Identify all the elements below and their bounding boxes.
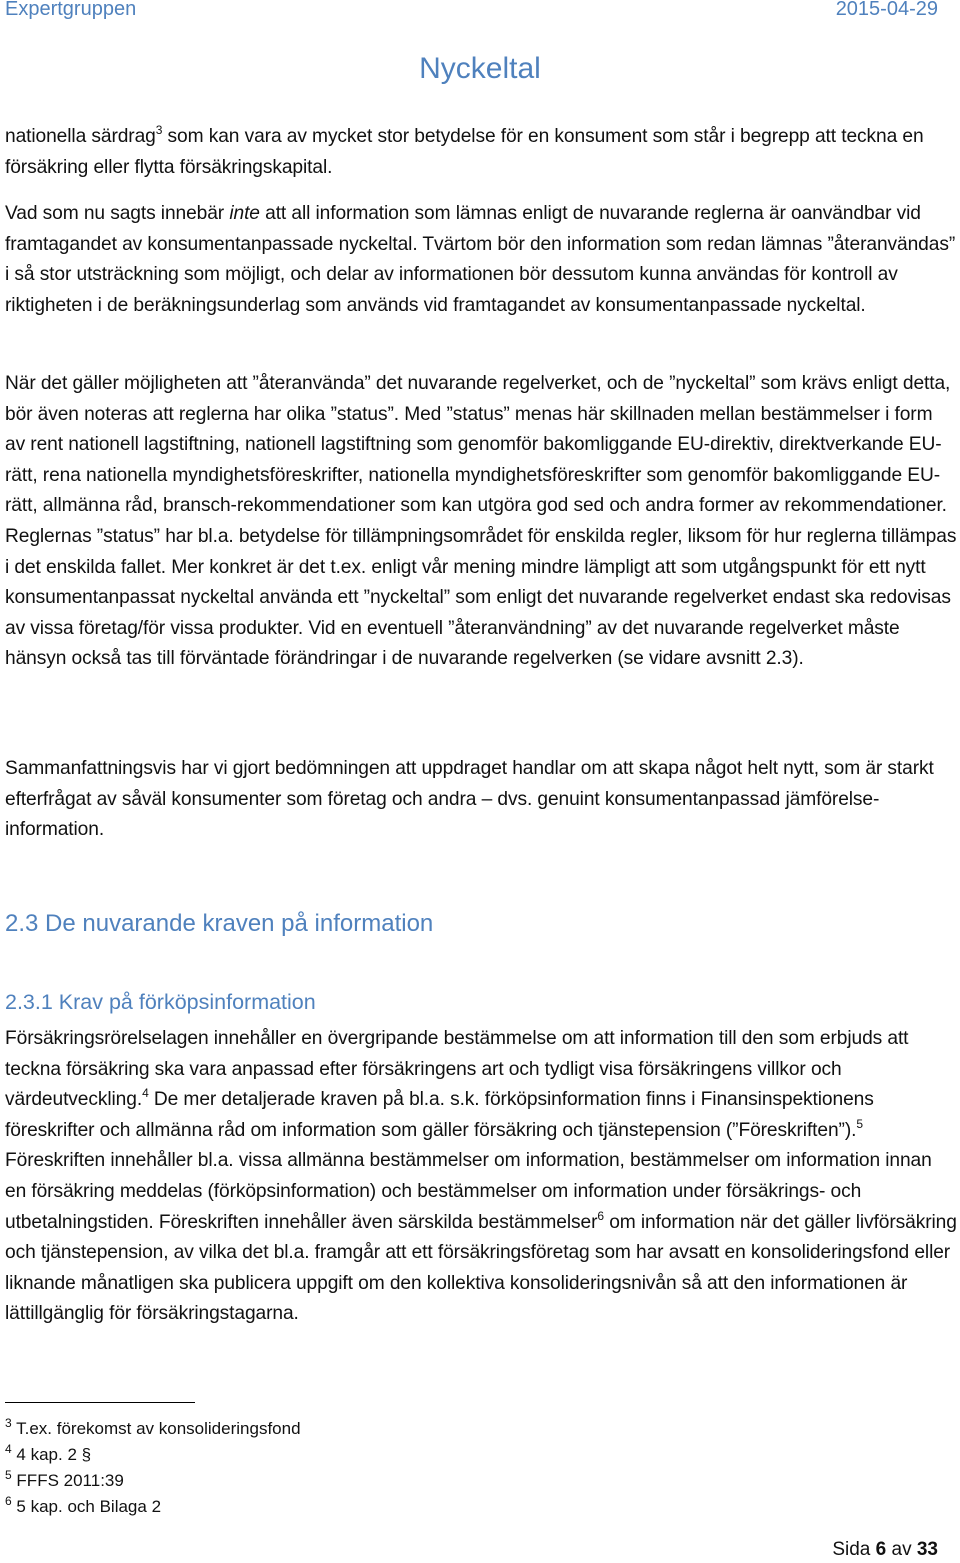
header-date: 2015-04-29 bbox=[835, 0, 938, 20]
paragraph-text: De mer detaljerade kraven på bl.a. s.k. förköpsinformation finns i Finansinspektionens föreskrifter och allmänna råd om information som gäller försäkring och tjänstepension (”Föreskriften”). bbox=[5, 1089, 874, 1141]
total-pages: 33 bbox=[916, 1539, 938, 1560]
paragraph-5 bbox=[5, 1024, 957, 1330]
footnote-ref-6[interactable]: 6 bbox=[597, 1208, 604, 1223]
footnote-number: 4 bbox=[5, 1442, 12, 1456]
footnote-divider bbox=[5, 1402, 195, 1403]
footnotes bbox=[5, 1416, 301, 1520]
footnote-item bbox=[5, 1494, 301, 1520]
paragraph-text: nationella särdrag bbox=[5, 126, 156, 147]
footnote-ref-5[interactable]: 5 bbox=[856, 1116, 863, 1131]
footnote-ref-4[interactable]: 4 bbox=[142, 1086, 149, 1101]
section-heading: 2.3 De nuvarande kraven på information bbox=[5, 910, 434, 937]
paragraph-1 bbox=[5, 122, 957, 183]
footnote-text: 4 kap. 2 § bbox=[16, 1445, 92, 1464]
paragraph-text: Vad som nu sagts innebär bbox=[5, 203, 230, 224]
footnote-number: 3 bbox=[5, 1416, 12, 1430]
footnote-item bbox=[5, 1468, 301, 1494]
paragraph-2 bbox=[5, 199, 957, 321]
paragraph-text: Försäkringsrörelselagen innehåller en övergripande bestämmelse om att information till den som erbjuds att teckna försäkring ska vara anpassad efter försäkringens art och tydligt visa försäkringens villkor och värdeutveckling. bbox=[5, 1028, 909, 1111]
paragraph-3: När det gäller möjligheten att ”återanvända” det nuvarande regelverket, och de ”nyckeltal” som krävs enligt detta, bör även noteras att reglerna har olika ”status”. Med ”status” menas här skillnaden mellan bestämmelser i form av rent nationell lagstiftning, nationell lagstiftning som genomför bakomliggande EU-direktiv, direktverkande EU-rätt, rena nationella myndighetsföreskrifter, nationella myndighetsföreskrifter som genomför bakomliggande EU-rätt, allmänna råd, bransch-rekommendationer som kan utgöra god sed och andra former av rekommendationer. Reglernas ”status” har bl.a. betydelse för tillämpningsområdet för enskilda regler, liksom för hur reglerna tillämpas i det enskilda fallet. Mer konkret är det t.ex. enligt vår mening mindre lämpligt att som utgångspunkt för ett nytt konsumentanpassat nyckeltal använda ett ”nyckeltal” som enligt det nuvarande regelverket endast ska redovisas av vissa företag/för vissa produkter. Vid en eventuell ”återanvändning” av det nuvarande regelverket måste hänsyn också tas till förväntade förändringar i de nuvarande regelverken (se vidare avsnitt 2.3). bbox=[5, 373, 957, 670]
current-page: 6 bbox=[875, 1539, 887, 1560]
emphasis-text: inte bbox=[229, 203, 260, 224]
footnote-number: 5 bbox=[5, 1468, 12, 1482]
document-title: Nyckeltal bbox=[419, 52, 541, 85]
paragraph-text: om information när det gäller livförsäkring och tjänstepension, av vilka det bl.a. framgår att ett försäkringsföretag som har avsatt en konsolideringsfond eller liknande månatligen ska publicera uppgift om den kollektiva konsolideringsnivån så att den informationen är lättillgänglig för försäkringstagarna. bbox=[5, 1211, 957, 1325]
footnote-number: 6 bbox=[5, 1494, 12, 1508]
page-number bbox=[832, 1539, 938, 1561]
paragraph-4: Sammanfattningsvis har vi gjort bedömningen att uppdraget handlar om att skapa något helt nytt, som är starkt efterfrågat av såväl konsumenter som företag och andra – dvs. genuint konsumentanpassad jämförelse-information. bbox=[5, 758, 934, 841]
footnote-item bbox=[5, 1416, 301, 1442]
paragraph-text: som kan vara av mycket stor betydelse för en konsument som står i begrepp att teckna en försäkring eller flytta försäkringskapital. bbox=[5, 126, 924, 178]
footnote-text: FFFS 2011:39 bbox=[16, 1471, 124, 1490]
subsection-heading: 2.3.1 Krav på förköpsinformation bbox=[5, 990, 316, 1014]
footnote-text: 5 kap. och Bilaga 2 bbox=[16, 1497, 162, 1516]
paragraph-text: att all information som lämnas enligt de nuvarande reglerna är oanvändbar vid framtagandet av konsumentanpassade nyckeltal. Tvärtom bör den information som redan lämnas ”återanvändas” i så stor utsträckning som möjligt, och delar av informationen bör dessutom kunna användas för kontroll av riktigheten i de beräkningsunderlag som används vid framtagandet av konsumentanpassade nyckeltal. bbox=[5, 203, 956, 316]
page-number-separator: av bbox=[886, 1539, 917, 1560]
footnote-item bbox=[5, 1442, 301, 1468]
footnote-ref-3[interactable]: 3 bbox=[155, 123, 163, 137]
page-number-prefix: Sida bbox=[832, 1539, 876, 1560]
footnote-text: T.ex. förekomst av konsolideringsfond bbox=[16, 1419, 301, 1438]
paragraph-text: Föreskriften innehåller bl.a. vissa allmänna bestämmelser om information, bestämmelser om information innan en försäkring meddelas (förköpsinformation) och bestämmelser om information under försäkrings- och utbetalningstiden. Föreskriften innehåller även särskilda bestämmelser bbox=[5, 1150, 932, 1233]
header-organization: Expertgruppen bbox=[5, 0, 137, 20]
